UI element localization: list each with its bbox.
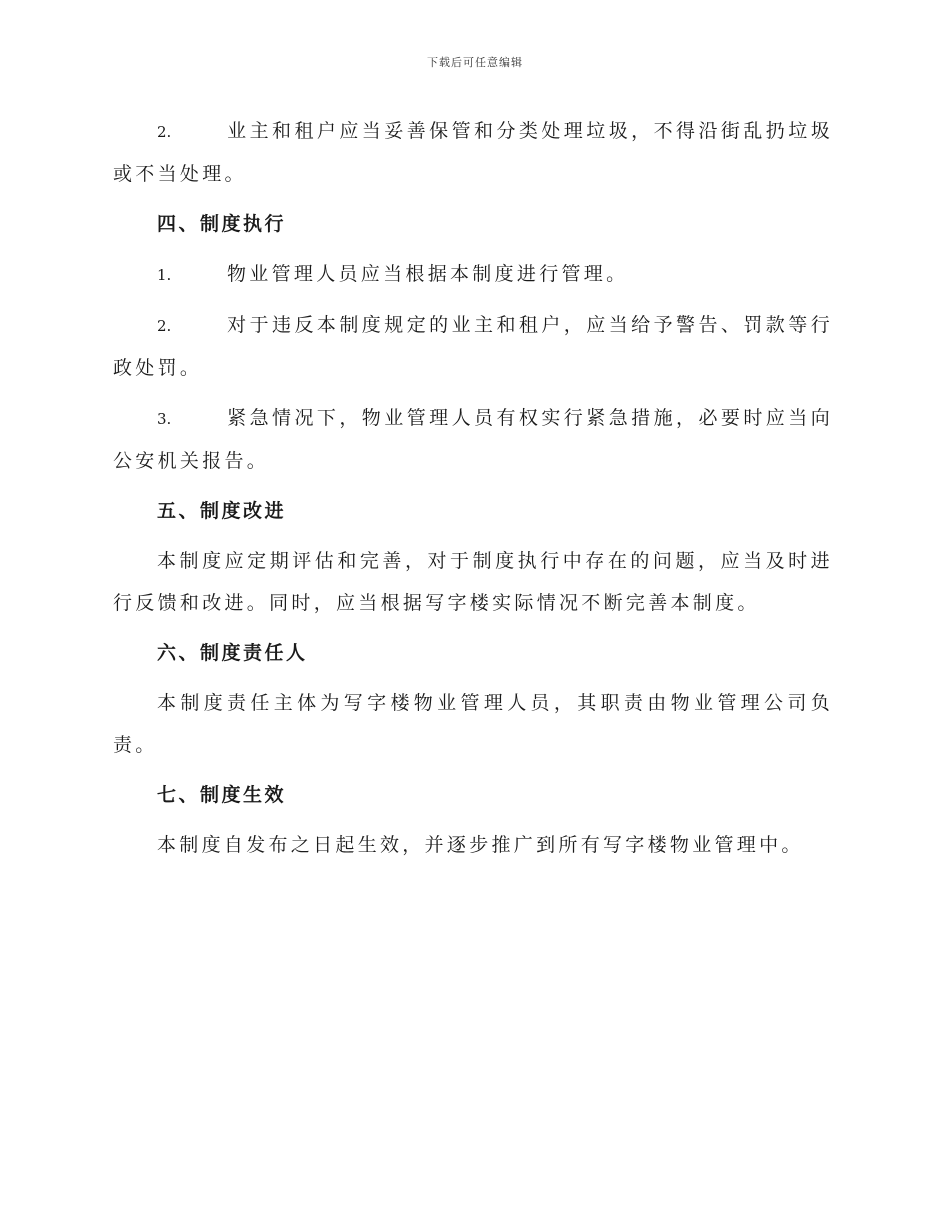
page-header: 下载后可任意编辑 (427, 56, 523, 69)
list-item (113, 304, 833, 389)
item-number: 2. (157, 123, 172, 141)
item-text: 业主和租户应当妥善保管和分类处理垃圾，不得沿街乱扔垃圾或不当处理。 (113, 120, 833, 185)
paragraph: 本制度应定期评估和完善，对于制度执行中存在的问题，应当及时进行反馈和改进。同时，应当根据写字楼实际情况不断完善本制度。 (113, 550, 833, 614)
item-number: 2. (157, 317, 172, 335)
list-item (113, 397, 833, 482)
document-body (113, 110, 833, 874)
list-item (113, 253, 833, 296)
item-text: 物业管理人员应当根据本制度进行管理。 (227, 263, 629, 285)
section-heading: 七、制度生效 (157, 784, 287, 806)
item-number: 3. (157, 410, 172, 428)
section-heading: 四、制度执行 (157, 213, 287, 235)
item-text: 紧急情况下，物业管理人员有权实行紧急措施，必要时应当向公安机关报告。 (113, 407, 833, 472)
paragraph: 本制度自发布之日起生效，并逐步推广到所有写字楼物业管理中。 (157, 834, 804, 856)
list-item (113, 110, 833, 195)
paragraph: 本制度责任主体为写字楼物业管理人员，其职责由物业管理公司负责。 (113, 692, 833, 756)
item-number: 1. (157, 266, 172, 284)
item-text: 对于违反本制度规定的业主和租户，应当给予警告、罚款等行政处罚。 (113, 314, 833, 379)
section-heading: 六、制度责任人 (157, 642, 308, 664)
section-heading: 五、制度改进 (157, 500, 287, 522)
